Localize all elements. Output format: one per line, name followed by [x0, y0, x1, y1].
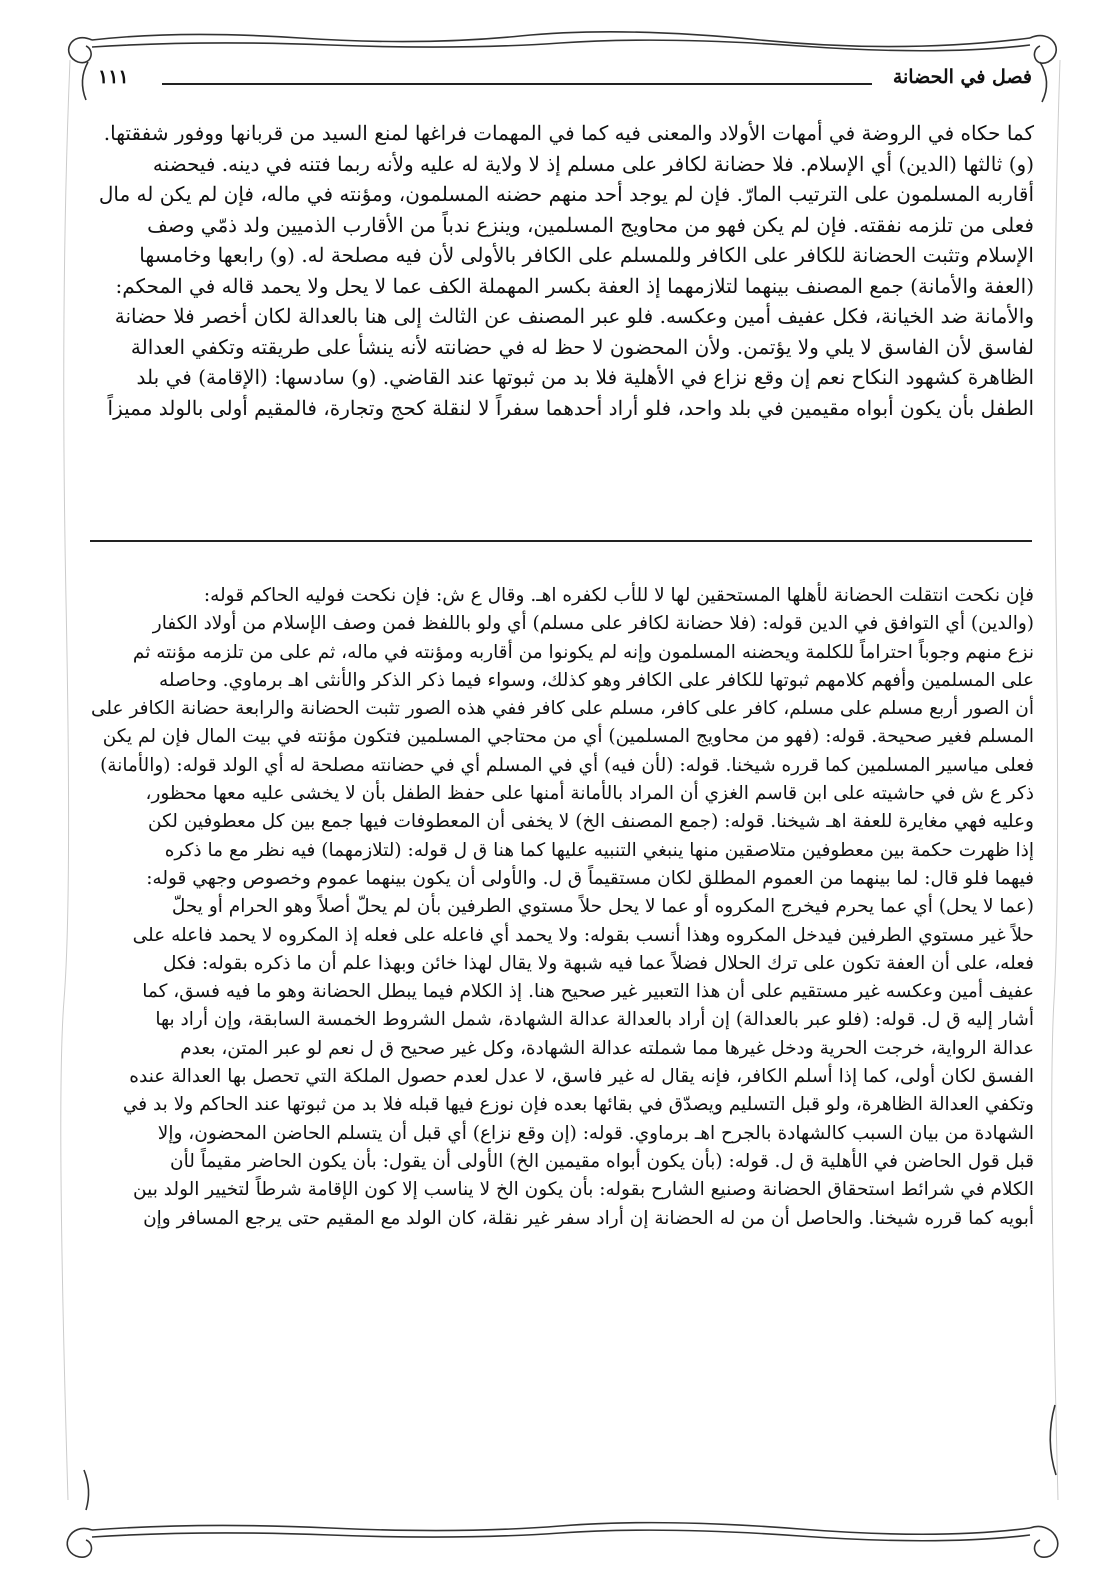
note-line: فعله، على أن العفة تكون على ترك الحلال فضلاً عما فيه شبهة ولا يقال لهذا خائن وبهذا علم أن ما ذكره بقوله: فكل [163, 952, 1034, 974]
page-number: ١١١ [98, 66, 129, 88]
main-line: والأمانة ضد الخيانة، فكل عفيف أمين وعكسه. فلو عبر المصنف عن الثالث إلى هنا بالعدالة لكان أخصر فلا حضانة [114, 304, 1034, 328]
note-line: وتكفي العدالة الظاهرة، ولو قبل التسليم ويصدّق في بقائها بعده فإن نوزع فيها قبله فلا بد من ثبوتها عند الحاكم ولا بد في [122, 1094, 1034, 1116]
note-line: ذكر ع ش في حاشيته على ابن قاسم الغزي أن المراد بالأمانة أمنها على حفظ الطفل بأن لا يخشى عليه معها محظور، [145, 783, 1034, 805]
main-line: لفاسق لأن الفاسق لا يلي ولا يؤتمن. ولأن المحضون لا حظ له في حضانته لأنه ينشأ على طريقته وتكفي العدالة [130, 334, 1034, 359]
note-line: أبويه كما قرره شيخنا. والحاصل أن من له الحضانة إن أراد سفر غير نقلة، كان الولد مع المقيم حتى يرجع المسافر وإن [143, 1207, 1034, 1229]
note-line: فعلى مياسير المسلمين كما قرره شيخنا. قوله: (لأن فيه) أي في المسلم أي في حضانته مصلحة له أي الولد قوله: (والأمانة) [100, 754, 1034, 776]
note-line: الكلام في شرائط استحقاق الحضانة وصنيع الشارح بقوله: بأن يكون الخ لا يناسب إلا كون الإقامة شرطاً لتخيير الولد بين [133, 1179, 1034, 1201]
page-header [92, 62, 1032, 96]
note-line: الفسق لكان أولى، كما إذا أسلم الكافر، فإنه يقال له غير فاسق، لا عدل لعدم حصول الملكة التي تحصل بها العدالة عنده [129, 1066, 1034, 1088]
main-line: الإسلام وتثبت الحضانة للكافر على الكافر وللمسلم على الكافر بالأولى لأن فيه مصلحة له. (و) رابعها وخامسها [139, 243, 1034, 267]
note-line: إذا ظهرت حكمة بين معطوفين متلاصقين منها ينبغي التنبيه عليها كما هنا ق ل قوله: (لتلازمهما) فيه نظر مع ما ذكره [164, 839, 1034, 861]
note-line: أشار إليه ق ل. قوله: (فلو عبر بالعدالة) إن أراد بالعدالة عدالة الشهادة، شمل الشروط الخمسة السابقة، وإن أراد بها [155, 1009, 1034, 1031]
note-line: على المسلمين وأفهم كلامهم ثبوتها للكافر على الكافر وهو كذلك، وسواء فيما ذكر الذكر والأنثى اهـ برماوي. وحاصله [159, 669, 1034, 691]
note-line: قبل قول الحاضن في الأهلية ق ل. قوله: (بأن يكون أبواه مقيمين الخ) الأولى أن يقول: بأن يكون الحاضر مقيماً لأن [170, 1150, 1034, 1172]
main-line: الظاهرة كشهود النكاح نعم إن وقع نزاع في الأهلية فلا بد من ثبوتها عند القاضي. (و) سادسها: (الإقامة) في بلد [136, 365, 1034, 389]
main-line: كما حكاه في الروضة في أمهات الأولاد والمعنى فيه كما في المهمات فراغها لمنع السيد من قربانها ووفور شفقتها. [103, 121, 1034, 145]
main-line: (العفة والأمانة) جمع المصنف بينهما لتلازمهما إذ العفة بكسر المهملة الكف عما لا يحل ولا يحمد قاله في المحكم: [115, 273, 1034, 298]
main-line: أقاربه المسلمون على الترتيب المارّ. فإن لم يوجد أحد منهم حضنه المسلمون، ومؤنته في ماله، فإن لم يكن له مال [98, 182, 1034, 206]
note-line: فإن نكحت انتقلت الحضانة لأهلها المستحقين لها لا للأب لكفره اهـ. وقال ع ش: فإن نكحت فوليه الحاكم قوله: [203, 585, 1034, 606]
note-line: فيهما فلو قال: لما بينهما من العموم المطلق لكان مستقيماً ق ل. والأولى أن يكون بينهما عموم وخصوص وجهي قوله: [146, 867, 1034, 889]
note-line: أن الصور أربع مسلم على مسلم، كافر على كافر، مسلم على كافر ففي هذه الصور تثبت الحضانة والرابعة حضانة الكافر على [91, 698, 1034, 720]
commentary-notes [88, 582, 1034, 1233]
header-rule [162, 83, 872, 85]
main-line: فعلى من تلزمه نفقته. فإن لم يكن فهو من محاويج المسلمين، وينزع ندباً من الأقارب الذميين ولد ذمّي وصف [147, 212, 1034, 237]
section-separator [90, 540, 1032, 542]
main-line: (و) ثالثها (الدين) أي الإسلام. فلا حضانة لكافر على مسلم إذ لا ولاية له عليه ولأنه ربما فتنه في دينه. فيحضنه [152, 151, 1034, 176]
main-text [88, 118, 1034, 423]
note-line: (والدين) أي التوافق في الدين قوله: (فلا حضانة لكافر على مسلم) أي ولو باللفظ فمن وصف الإسلام من أولاد الكفار [152, 613, 1034, 635]
note-line: حلاً غير مستوي الطرفين فيدخل المكروه وهذا أنسب بقوله: ولا يحمد أي فاعله على فعله إذ المكروه لا يحمد فاعله على [132, 924, 1034, 946]
main-line: الطفل بأن يكون أبواه مقيمين في بلد واحد، فلو أراد أحدهما سفراً لا لنقلة كحج وتجارة، فالمقيم أولى بالولد مميزاً [107, 395, 1034, 420]
chapter-title: فصل في الحضانة [892, 66, 1032, 88]
note-line: نزع منهم وجوباً احتراماً للكلمة ويحضنه المسلمون وإنه لم يكونوا من أقاربه ومؤنته في ماله، ثم على من تلزمه مؤنته ثم [132, 641, 1034, 663]
note-line: الشهادة من بيان السبب كالشهادة بالجرح اهـ برماوي. قوله: (إن وقع نزاع) أي قبل أن يتسلم الحاضن المحضون، وإلا [157, 1122, 1034, 1144]
note-line: (عما لا يحل) أي عما يحرم فيخرج المكروه أو عما لا يحل حلاً مستوي الطرفين بأن لم يحلّ أصلاً وهو الحرام أو يحلّ [171, 896, 1034, 918]
note-line: عدالة الرواية، خرجت الحرية ودخل غيرها مما شملته عدالة الشهادة، وكل غير صحيح ق ل نعم لو عبر المتن، بعدم [180, 1037, 1034, 1059]
note-line: وعليه فهي مغايرة للعفة اهـ شيخنا. قوله: (جمع المصنف الخ) لا يخفى أن المعطوفات فيها جمع بين كل معطوفين لكن [148, 811, 1034, 833]
note-line: المسلم فغير صحيحة. قوله: (فهو من محاويج المسلمين) أي من محتاجي المسلمين فتكون مؤنته في بيت المال فإن لم يكن [102, 726, 1034, 748]
note-line: عفيف أمين وعكسه غير مستقيم على أن هذا التعبير غير صحيح هنا. إذ الكلام فيما يبطل الحضانة وهو ما فيه فسق، كما [142, 981, 1034, 1003]
